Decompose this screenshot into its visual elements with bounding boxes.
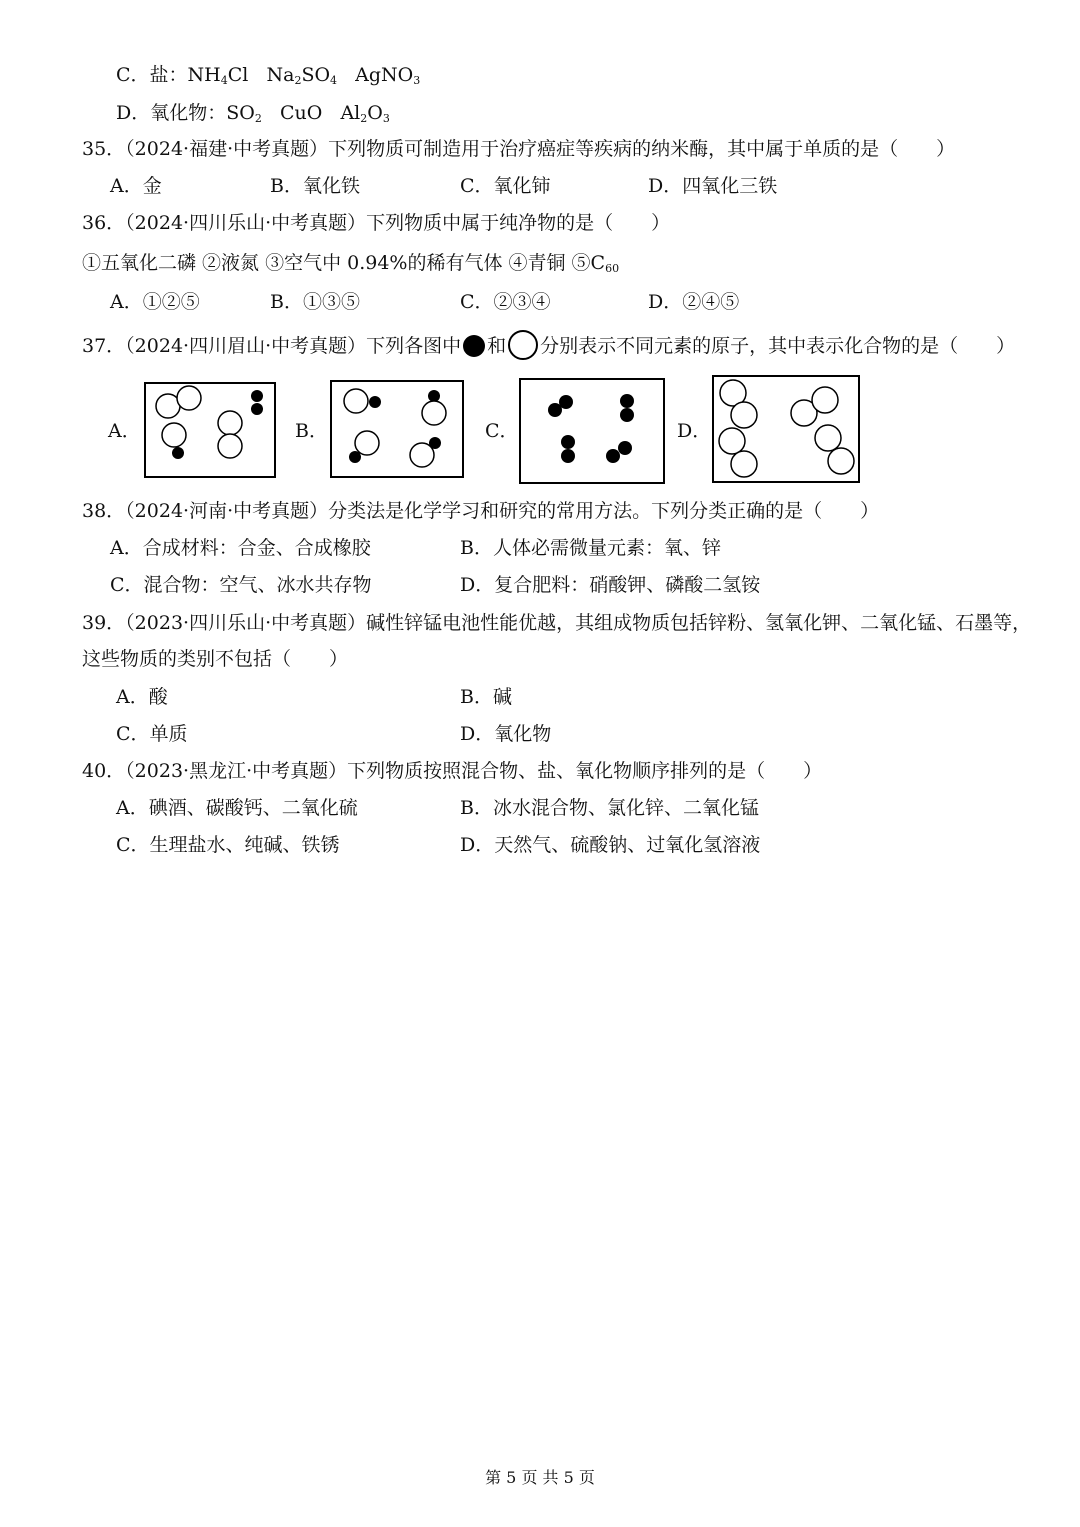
q39-stem-line2: 这些物质的类别不包括（ ） xyxy=(82,648,349,670)
hollow-atom-icon xyxy=(508,330,538,360)
q37-figure-a xyxy=(144,382,276,478)
q39-option-c: C．单质 xyxy=(116,723,188,745)
q35-option-b: B．氧化铁 xyxy=(270,175,360,197)
q35-option-a: A．金 xyxy=(110,175,162,197)
q36-stem: 36．（2024·四川乐山·中考真题）下列物质中属于纯净物的是（ ） xyxy=(82,212,671,234)
q36-option-b: B．①③⑤ xyxy=(270,291,360,313)
filled-atom-icon xyxy=(463,335,485,357)
q39-option-b: B．碱 xyxy=(460,686,512,708)
q37-label-d: D． xyxy=(677,420,712,442)
q37-label-b: B． xyxy=(295,420,328,442)
q40-option-a: A．碘酒、碳酸钙、二氧化硫 xyxy=(116,797,358,819)
q37-figure-c xyxy=(519,378,665,484)
q38-option-d: D．复合肥料：硝酸钾、磷酸二氢铵 xyxy=(460,574,761,596)
q36-option-a: A．①②⑤ xyxy=(110,291,200,313)
q38-option-b: B．人体必需微量元素：氧、锌 xyxy=(460,537,721,559)
q37-figure-b xyxy=(330,380,464,478)
q40-stem: 40．（2023·黑龙江·中考真题）下列物质按照混合物、盐、氧化物顺序排列的是（ ） xyxy=(82,760,823,782)
q38-option-a: A．合成材料：合金、合成橡胶 xyxy=(110,537,371,559)
q38-stem: 38．（2024·河南·中考真题）分类法是化学学习和研究的常用方法。下列分类正确的是（ ） xyxy=(82,500,880,522)
q34-option-c: C．盐：$NH_4Cl$ $Na_2SO_4$ AgNO$_3$ xyxy=(116,64,421,87)
q37-label-a: A． xyxy=(108,420,141,442)
q37-stem: 37．（2024·四川眉山·中考真题）下列各图中 和 分别表示不同元素的原子，其中表示化合物的是（ ） xyxy=(82,330,1015,360)
q36-items: ①五氧化二磷 ②液氮 ③空气中 0.94%的稀有气体 ④青铜 $⑤C_{60}$ xyxy=(82,252,620,275)
q40-option-d: D．天然气、硫酸钠、过氧化氢溶液 xyxy=(460,834,761,856)
q35-option-d: D．四氧化三铁 xyxy=(648,175,778,197)
q40-option-c: C．生理盐水、纯碱、铁锈 xyxy=(116,834,340,856)
q35-option-c: C．氧化铈 xyxy=(460,175,551,197)
q34-option-d: D．氧化物：$SO_2$ CuO $Al_2O_3$ xyxy=(116,102,390,125)
q37-figure-d xyxy=(712,375,860,483)
q40-option-b: B．冰水混合物、氯化锌、二氧化锰 xyxy=(460,797,759,819)
q39-option-a: A．酸 xyxy=(116,686,168,708)
q37-label-c: C． xyxy=(485,420,519,442)
q39-option-d: D．氧化物 xyxy=(460,723,552,745)
q39-stem-line1: 39．（2023·四川乐山·中考真题）碱性锌锰电池性能优越，其组成物质包括锌粉、氢氧化钾、二氧化锰、石墨等， xyxy=(82,612,1032,634)
q36-option-d: D．②④⑤ xyxy=(648,291,740,313)
q36-option-c: C．②③④ xyxy=(460,291,551,313)
q38-option-c: C．混合物：空气、冰水共存物 xyxy=(110,574,372,596)
page-footer: 第 5 页 共 5 页 xyxy=(485,1468,595,1487)
q35-stem: 35．（2024·福建·中考真题）下列物质可制造用于治疗癌症等疾病的纳米酶，其中属于单质的是（ ） xyxy=(82,138,956,160)
